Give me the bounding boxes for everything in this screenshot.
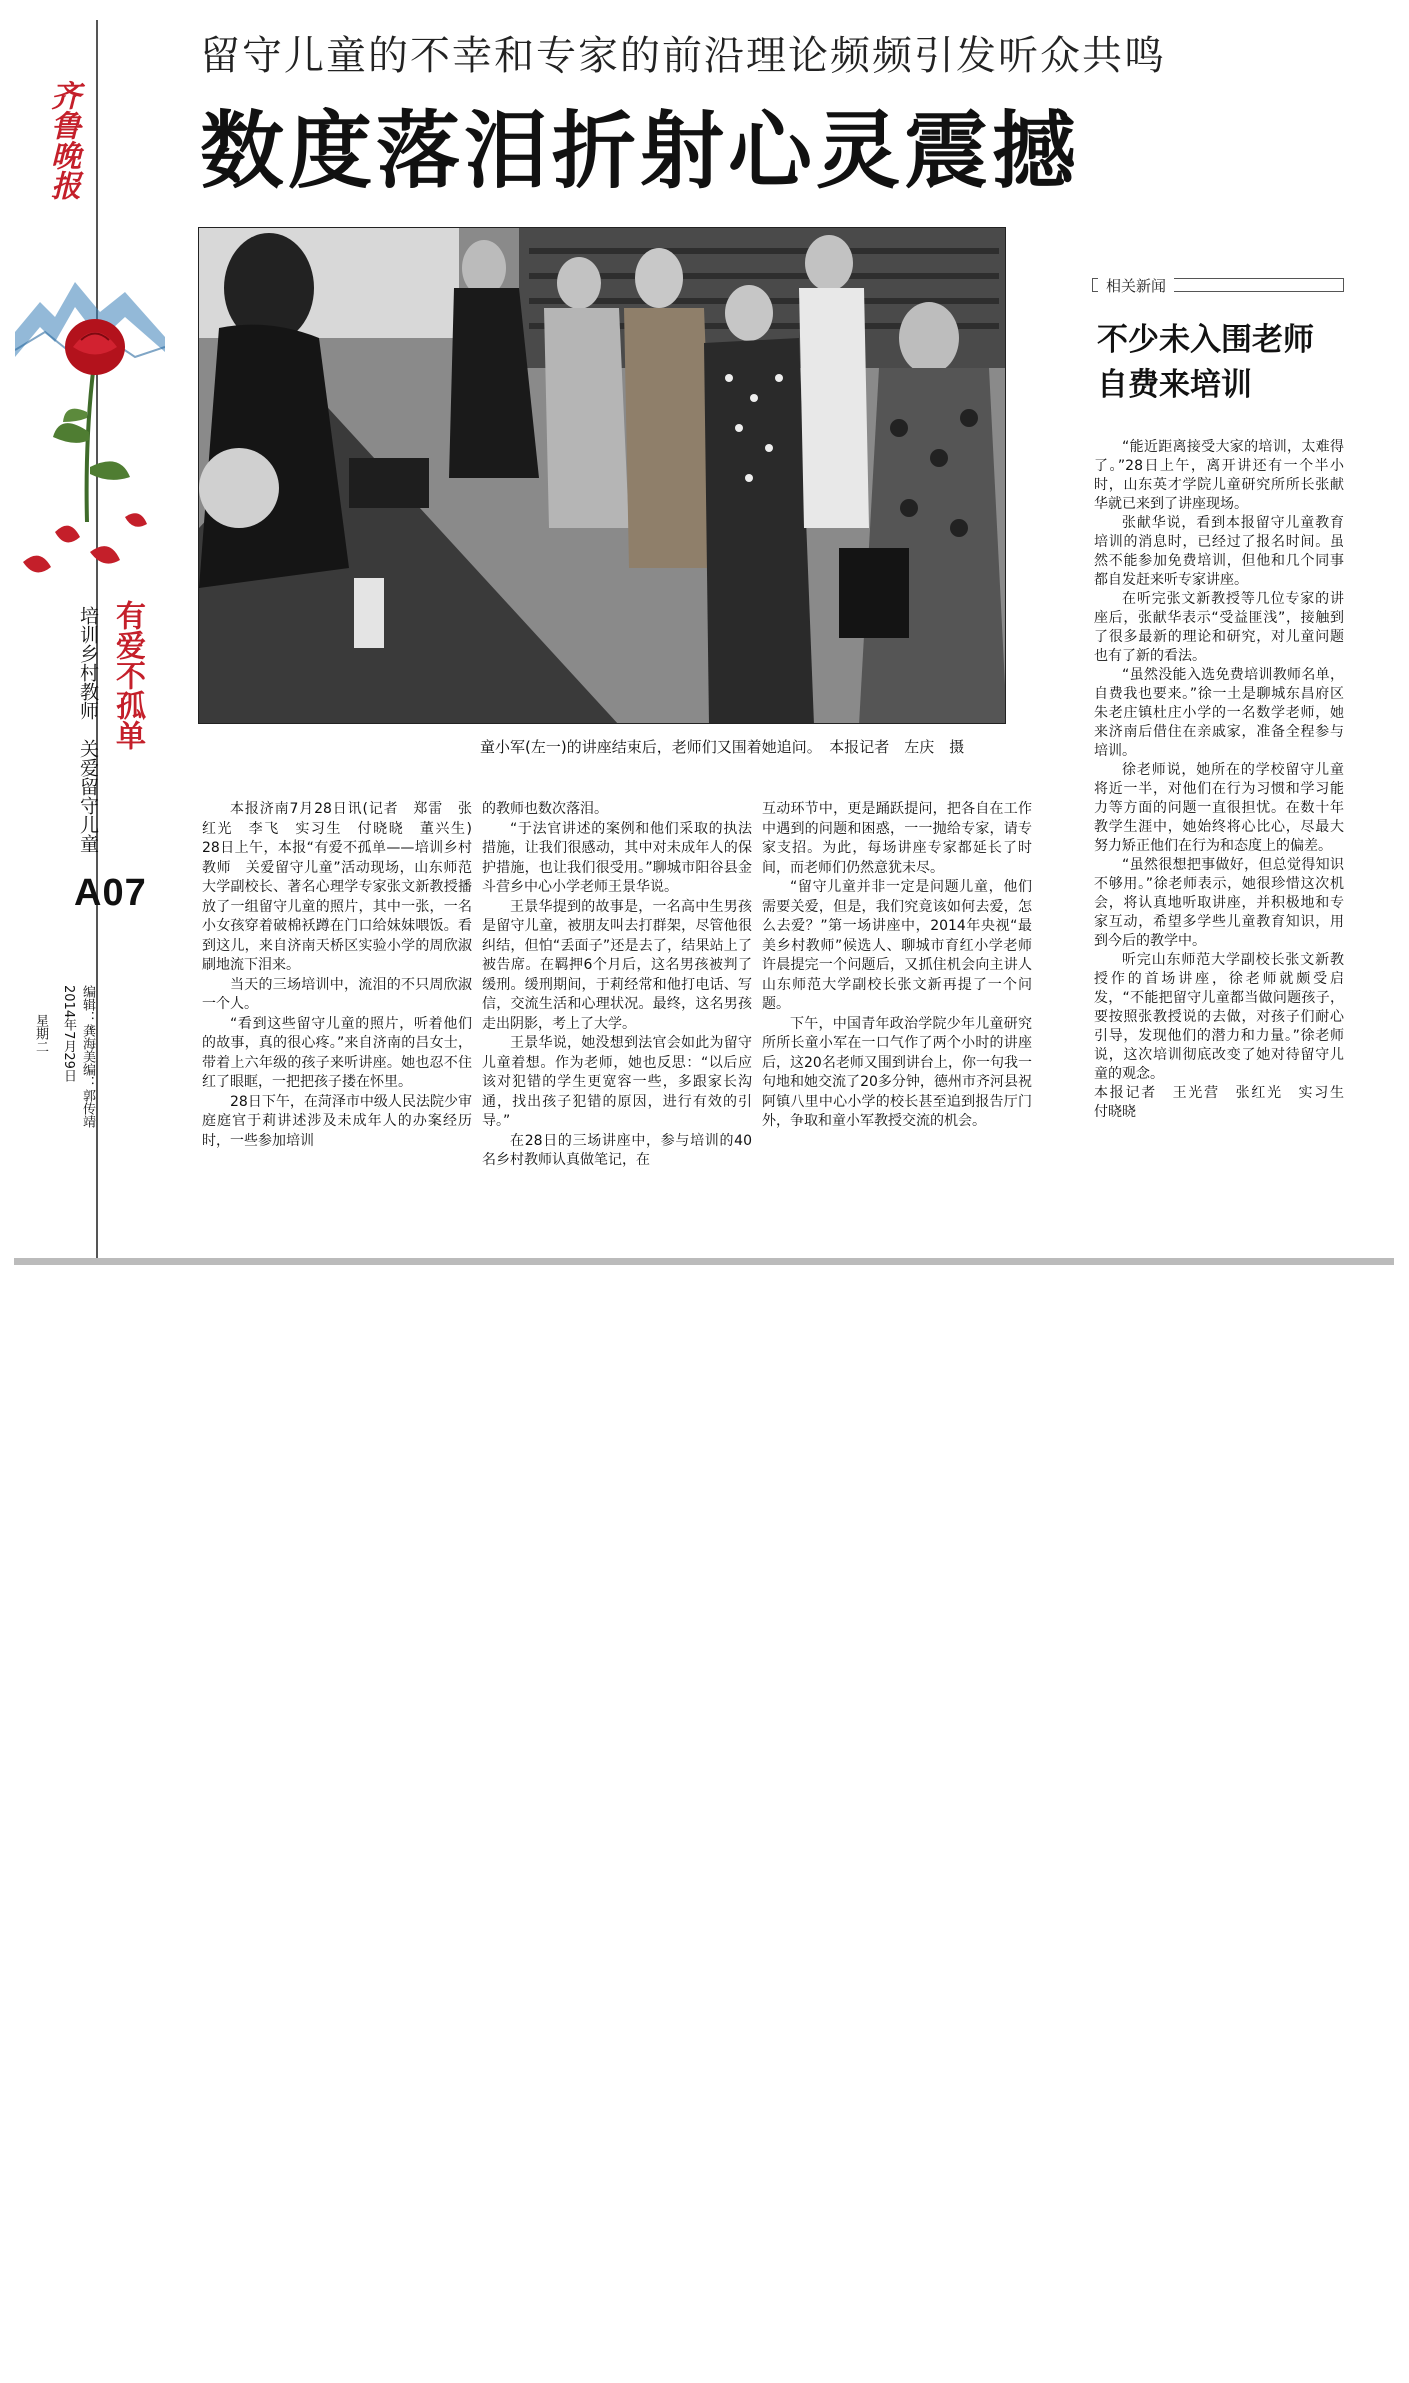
- related-byline: 本报记者 王光营 张红光 实习生 付晓晓: [1094, 1085, 1358, 1120]
- paragraph: 的教师也数次落泪。: [482, 801, 608, 817]
- paragraph: “虽然很想把事做好，但总觉得知识不够用。”徐老师表示，她很珍惜这次机会，将认真地听取讲座，并积极地和专家互动，希望多学些儿童教育知识，用到今后的教学中。: [1094, 857, 1344, 949]
- paragraph: 王景华提到的故事是，一名高中生男孩是留守儿童，被朋友叫去打群架，尽管他很纠结，但怕“丢面子”还是去了，结果站上了被告席。在羁押6个月后，这名男孩被判了缓刑。缓刑期间，于莉经常和他打电话、写信，交流生活和心理状况。最终，这名男孩走出阴影，考上了大学。: [482, 898, 752, 1032]
- photo-caption: 童小军(左一)的讲座结束后，老师们又围着她追问。 本报记者 左庆 摄: [480, 738, 965, 756]
- paragraph: 当天的三场培训中，流泪的不只周欣淑一个人。: [202, 976, 472, 1012]
- article-column-1: [202, 800, 486, 1151]
- paragraph: 下午，中国青年政治学院少年儿童研究所所长童小军在一口气作了两个小时的讲座后，这20名老师又围到讲台上，你一句我一句地和她交流了20多分钟，德州市齐河县祝阿镇八里中心小学的校长甚至追到报告厅门外，争取和童小军教授交流的机会。: [762, 1015, 1032, 1129]
- kicker-headline: 留守儿童的不幸和专家的前沿理论频频引发听众共鸣: [200, 33, 1166, 79]
- meta-editor: 编辑：龚海: [80, 985, 95, 1050]
- meta-designer: 美编：郭传靖: [80, 1050, 95, 1128]
- section-title: 有爱不孤单: [110, 600, 145, 750]
- paragraph: “虽然没能入选免费培训教师名单，自费我也要来。”徐一土是聊城东昌府区朱老庄镇杜庄小学的一名数学老师，她来济南后借住在亲戚家，准备全程参与培训。: [1094, 667, 1344, 759]
- news-photo: [198, 227, 1006, 724]
- rose-illustration: [15, 262, 165, 592]
- photo-scene: [199, 228, 1006, 724]
- related-news-title: [1097, 318, 1357, 408]
- paragraph: 听完山东师范大学副校长张文新教授作的首场讲座，徐老师就颇受启发，“不能把留守儿童都当做问题孩子，要按照张教授说的去做，对孩子们耐心引导，发现他们的潜力和力量。”徐老师说，这次培训彻底改变了她对待留守儿童的观念。: [1094, 952, 1344, 1082]
- article-column-2: [482, 800, 752, 1171]
- page-meta: [33, 985, 113, 1128]
- paragraph: “看到这些留守儿童的照片，听着他们的故事，真的很心疼。”来自济南的吕女士，带着上六年级的孩子来听讲座。她也忍不住红了眼眶，一把把孩子搂在怀里。: [202, 1015, 472, 1090]
- section-subtitle: [68, 606, 98, 853]
- paragraph: “留守儿童并非一定是问题儿童，他们需要关爱，但是，我们究竟该如何去爱，怎么去爱？”第一场讲座中，2014年央视“最美乡村教师”候选人、聊城市育红小学老师许晨提完一个问题后，又抓住机会向主讲人山东师范大学副校长张文新再提了一个问题。: [762, 879, 1032, 1012]
- page-number: A07: [74, 872, 147, 914]
- bottom-rule: [14, 1258, 1394, 1265]
- related-title-line-1: 不少未入围老师: [1097, 322, 1314, 358]
- related-title-line-2: 自费来培训: [1097, 367, 1252, 403]
- paragraph: 在听完张文新教授等几位专家的讲座后，张献华表示“受益匪浅”，接触到了很多最新的理论和研究，对儿童问题也有了新的看法。: [1094, 591, 1344, 664]
- paragraph: 徐老师说，她所在的学校留守儿童将近一半，对他们在行为习惯和学习能力等方面的问题一直很担忧。在数十年教学生涯中，她始终将心比心，尽最大努力矫正他们在行为和态度上的偏差。: [1094, 762, 1344, 854]
- section-subtitle-1: 培训乡村教师: [77, 606, 99, 720]
- paragraph: “于法官讲述的案例和他们采取的执法措施，让我们很感动，其中对未成年人的保护措施，也让我们很受用。”聊城市阳谷县金斗营乡中心小学老师王景华说。: [482, 820, 752, 895]
- paragraph: 张献华说，看到本报留守儿童教育培训的消息时，已经过了报名时间。虽然不能参加免费培训，但他和几个同事都自发赶来听专家讲座。: [1094, 515, 1344, 588]
- paragraph: 王景华说，她没想到法官会如此为留守儿童着想。作为老师，她也反思：“以后应该对犯错的学生更宽容一些，多跟家长沟通，找出孩子犯错的原因，进行有效的引导。”: [482, 1035, 752, 1129]
- related-news-label: 相关新闻: [1098, 278, 1174, 294]
- paragraph: “能近距离接受大家的培训，太难得了。”28日上午，离开讲还有一个半小时，山东英才学院儿童研究所所长张献华就已来到了讲座现场。: [1094, 439, 1344, 512]
- meta-date: 2014年7月29日: [61, 985, 76, 1082]
- paragraph: 本报济南7月28日讯(记者 郑雷 张红光 李飞 实习生 付晓晓 董兴生) 28日上午，本报“有爱不孤单——培训乡村教师 关爱留守儿童”活动现场，山东师范大学副校长、著名心理学专家张文新教授播放了一组留守儿童的照片，其中一张，一名小女孩穿着破棉袄蹲在门口给妹妹喂饭。看到这儿，来自济南天桥区实验小学的周欣淑刷地流下泪来。: [202, 801, 486, 973]
- masthead-logo: 齐鲁晚报: [45, 80, 80, 200]
- paragraph: 互动环节中，更是踊跃提问，把各自在工作中遇到的问题和困惑，一一抛给专家，请专家支招。为此，每场讲座专家都延长了时间，而老师们仍然意犹未尽。: [762, 801, 1032, 876]
- main-headline: 数度落泪折射心灵震撼: [200, 102, 1081, 200]
- meta-weekday: 星期二: [33, 1013, 48, 1053]
- paragraph: 在28日的三场讲座中，参与培训的40名乡村教师认真做笔记，在: [482, 1132, 752, 1168]
- paragraph: 28日下午，在菏泽市中级人民法院少审庭庭官于莉讲述涉及未成年人的办案经历时，一些参加培训: [202, 1093, 472, 1149]
- related-news-body: [1094, 438, 1358, 1122]
- section-subtitle-2: 关爱留守儿童: [77, 739, 99, 853]
- article-column-3: [762, 800, 1032, 1132]
